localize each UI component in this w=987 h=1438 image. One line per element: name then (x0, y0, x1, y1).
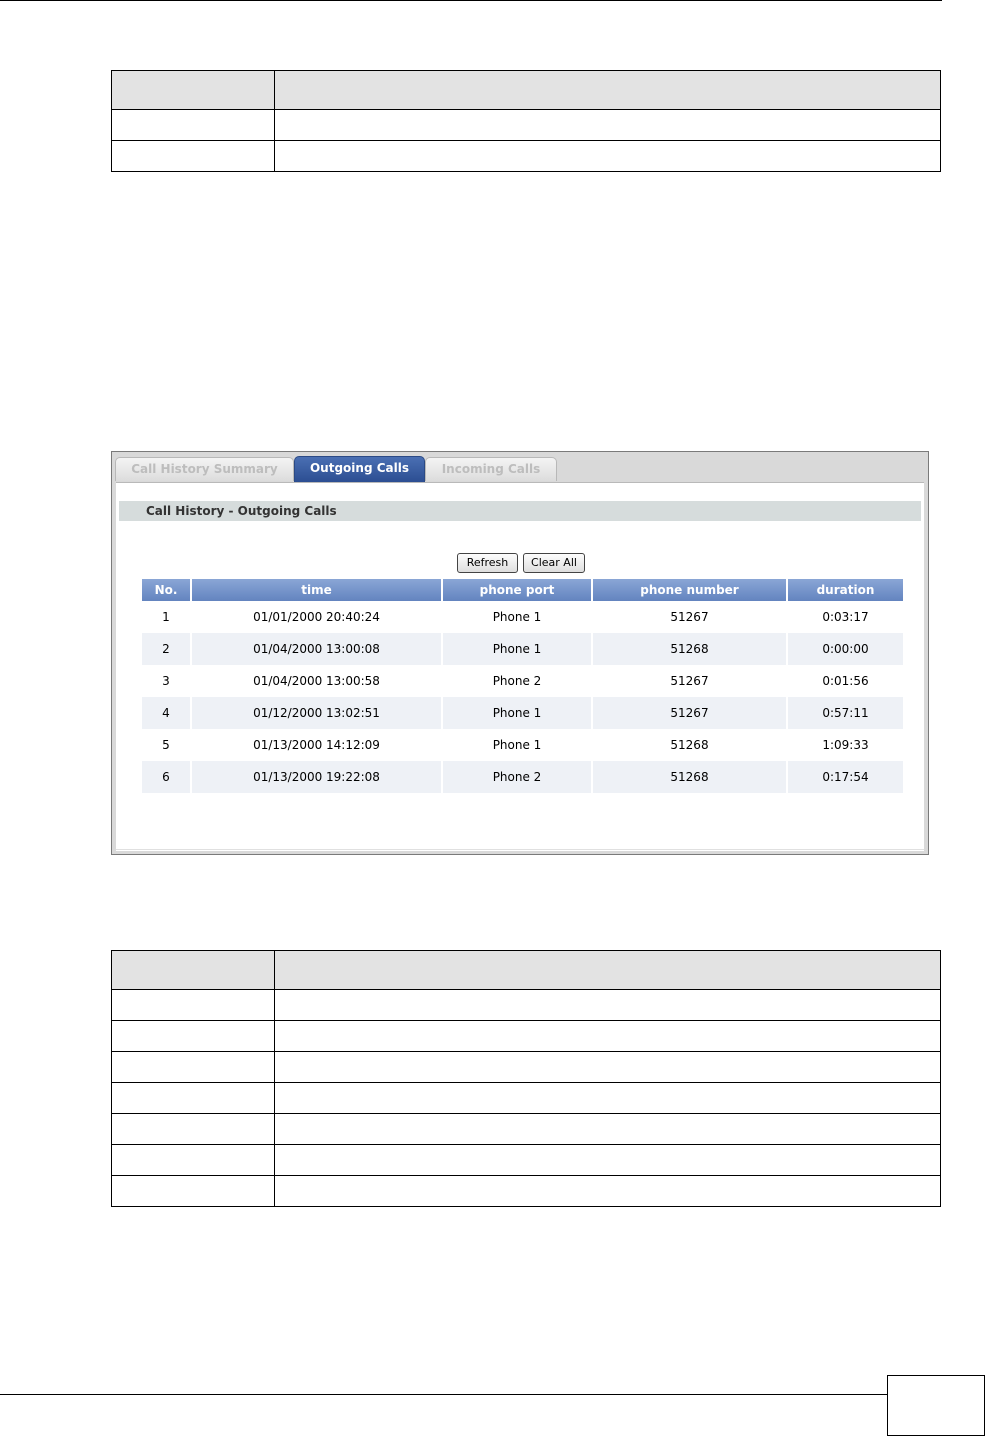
table-row (142, 601, 903, 633)
tab-incoming-calls[interactable]: Incoming Calls (425, 457, 557, 481)
table-cell (275, 141, 941, 172)
cell-no: 6 (142, 761, 190, 793)
table-cell (275, 1145, 941, 1176)
table-row (112, 1114, 941, 1145)
cell-duration: 1:09:33 (822, 738, 869, 752)
content-panel (116, 482, 924, 851)
table-row (142, 665, 903, 697)
cell-duration: 0:00:00 (788, 633, 903, 665)
tab-call-history-summary[interactable]: Call History Summary (115, 457, 294, 481)
table-header-row (142, 579, 903, 601)
tab-outgoing-calls[interactable]: Outgoing Calls (294, 456, 425, 482)
cell-no: 2 (142, 633, 190, 665)
cell-no: 4 (142, 697, 190, 729)
table-row (112, 1083, 941, 1114)
table-row (112, 1021, 941, 1052)
cell-number: 51268 (670, 738, 709, 752)
column-header-no: No. (142, 579, 190, 601)
table-cell (112, 1176, 275, 1207)
table-cell (112, 71, 275, 110)
cell-number: 51267 (670, 674, 709, 688)
cell-no: 5 (162, 738, 170, 752)
column-header-phone-number: phone number (593, 579, 786, 601)
cell-number: 51268 (593, 761, 786, 793)
table-cell (275, 71, 941, 110)
cell-port: Phone 1 (492, 738, 542, 752)
table-row (112, 1176, 941, 1207)
cell-time: 01/13/2000 14:12:09 (253, 738, 380, 752)
table-cell (275, 1083, 941, 1114)
table-cell (275, 1052, 941, 1083)
cell-no: 1 (162, 610, 170, 624)
doc-table-top (111, 70, 941, 172)
cell-time: 01/04/2000 13:00:58 (253, 674, 380, 688)
cell-port: Phone 1 (443, 697, 591, 729)
cell-no: 3 (162, 674, 170, 688)
table-row (142, 761, 903, 793)
table-cell (275, 1176, 941, 1207)
cell-time: 01/04/2000 13:00:08 (192, 633, 441, 665)
table-cell (112, 1052, 275, 1083)
table-row (112, 141, 941, 172)
section-title: Call History - Outgoing Calls (119, 501, 921, 521)
table-cell (275, 1021, 941, 1052)
cell-port: Phone 1 (492, 610, 542, 624)
table-header-row (112, 951, 941, 990)
table-row (142, 633, 903, 665)
table-cell (112, 1021, 275, 1052)
table-cell (275, 1114, 941, 1145)
table-header-row (112, 71, 941, 110)
cell-duration: 0:17:54 (788, 761, 903, 793)
table-cell (275, 951, 941, 990)
cell-port: Phone 1 (443, 633, 591, 665)
table-cell (112, 1114, 275, 1145)
table-cell (112, 1083, 275, 1114)
table-row (142, 697, 903, 729)
cell-port: Phone 2 (492, 674, 542, 688)
doc-table-bottom (111, 950, 941, 1207)
cell-time: 01/12/2000 13:02:51 (192, 697, 441, 729)
refresh-button[interactable]: Refresh (457, 553, 518, 573)
table-cell (112, 990, 275, 1021)
table-row (112, 990, 941, 1021)
cell-number: 51267 (593, 697, 786, 729)
table-cell (275, 990, 941, 1021)
table-row (112, 110, 941, 141)
cell-time: 01/13/2000 19:22:08 (192, 761, 441, 793)
table-cell (112, 951, 275, 990)
table-row (112, 1052, 941, 1083)
panel-bottom-edge (116, 849, 924, 850)
table-cell (112, 141, 275, 172)
cell-number: 51267 (670, 610, 709, 624)
table-row (142, 729, 903, 761)
header-rule (0, 0, 942, 1)
cell-time: 01/01/2000 20:40:24 (253, 610, 380, 624)
cell-port: Phone 2 (443, 761, 591, 793)
outgoing-calls-table (140, 579, 905, 793)
clear-all-button[interactable]: Clear All (523, 553, 585, 573)
page-number-box (887, 1375, 985, 1436)
table-row (112, 1145, 941, 1176)
column-header-time: time (192, 579, 441, 601)
table-cell (112, 1145, 275, 1176)
table-cell (275, 110, 941, 141)
table-cell (112, 110, 275, 141)
cell-number: 51268 (593, 633, 786, 665)
cell-duration: 0:01:56 (822, 674, 869, 688)
cell-duration: 0:03:17 (822, 610, 869, 624)
call-history-screenshot (111, 451, 929, 855)
footer-rule (0, 1394, 887, 1395)
column-header-phone-port: phone port (443, 579, 591, 601)
cell-duration: 0:57:11 (788, 697, 903, 729)
column-header-duration: duration (788, 579, 903, 601)
